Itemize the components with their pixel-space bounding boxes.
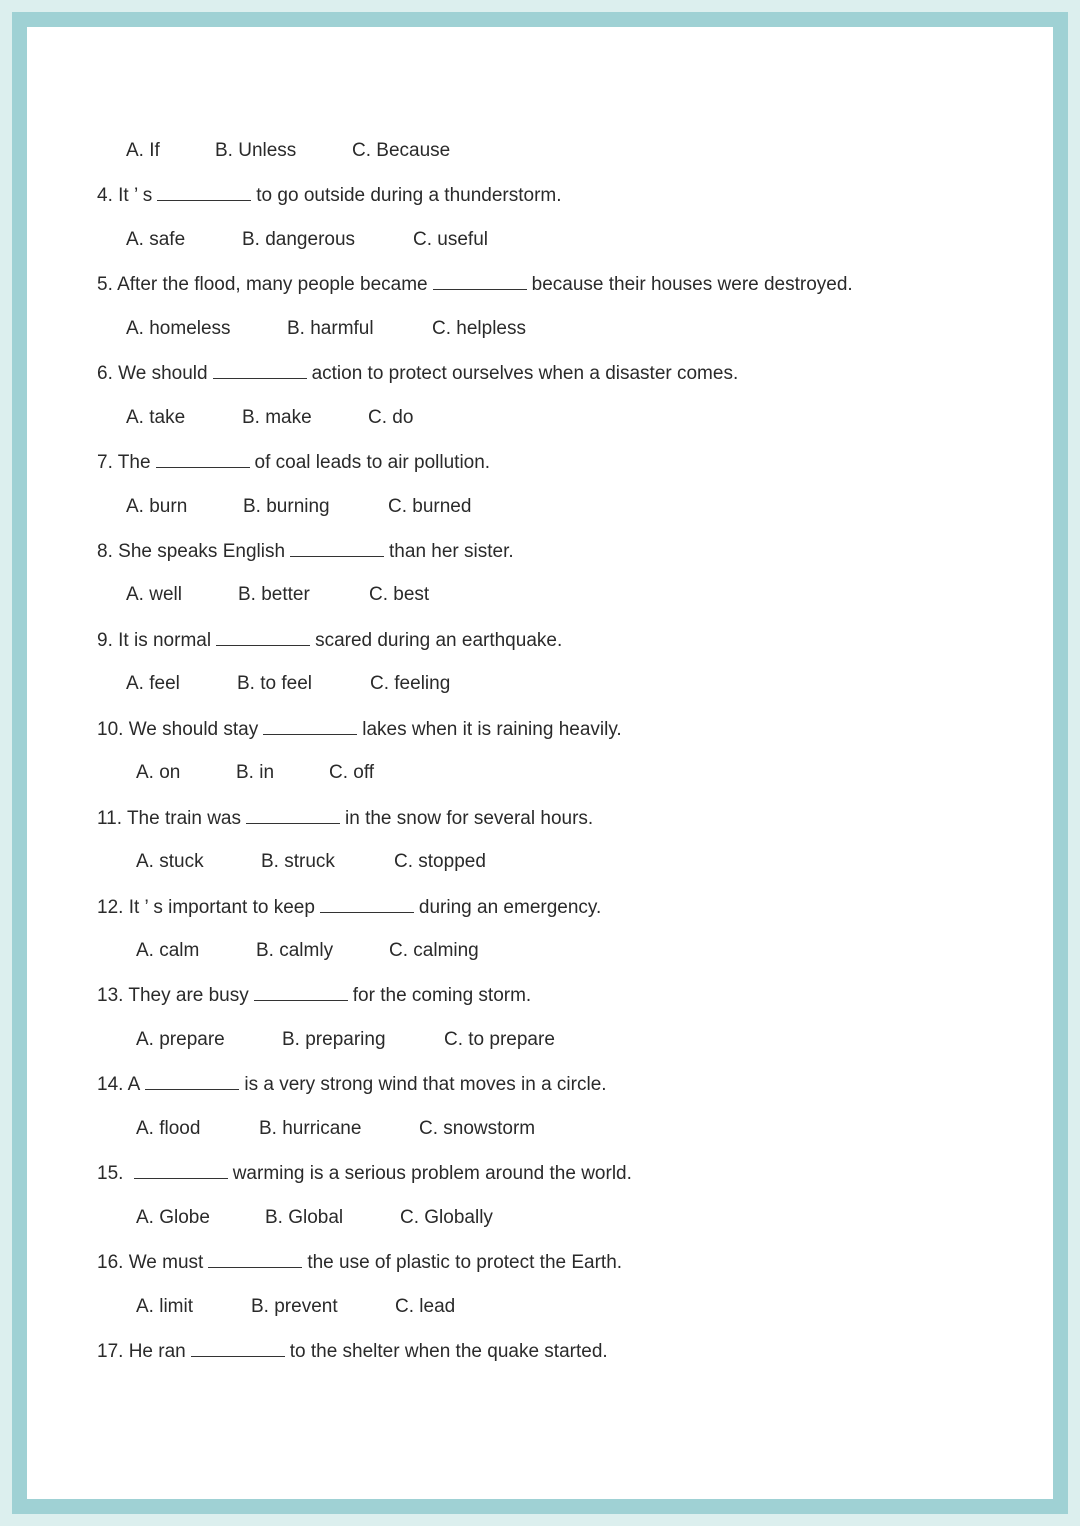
question-text-before: The train was	[126, 808, 241, 829]
answer-blank[interactable]	[290, 539, 384, 557]
question-text-after: to the shelter when the quake started.	[289, 1341, 608, 1362]
question-number: 15.	[97, 1163, 124, 1184]
option-a: A. well	[126, 584, 182, 605]
question-text-after: during an emergency.	[418, 897, 602, 918]
question-text-before: After the flood, many people became	[117, 274, 428, 295]
answer-blank[interactable]	[156, 450, 250, 468]
question-text-before: It ’ s	[118, 185, 153, 206]
option-b: B. struck	[261, 851, 335, 872]
option-c: C. off	[329, 762, 375, 783]
question-number: 7.	[97, 452, 113, 473]
question-text-before: We should	[118, 363, 208, 384]
question-9	[97, 628, 562, 653]
answer-blank[interactable]	[216, 628, 310, 646]
question-12	[97, 895, 601, 920]
answer-blank[interactable]	[254, 983, 348, 1001]
option-a: A. on	[136, 762, 181, 783]
question-text-after: is a very strong wind that moves in a circle.	[244, 1074, 607, 1095]
answer-blank[interactable]	[191, 1339, 285, 1357]
question-text-after: lakes when it is raining heavily.	[362, 719, 622, 740]
answer-blank[interactable]	[134, 1161, 228, 1179]
answer-blank[interactable]	[433, 272, 527, 290]
option-b: B. prevent	[251, 1296, 338, 1317]
option-a: A. Globe	[136, 1207, 210, 1228]
question-text-before: She speaks English	[118, 541, 286, 562]
question-13	[97, 983, 531, 1008]
question-number: 13.	[97, 985, 124, 1006]
option-c: C. Globally	[400, 1207, 493, 1228]
question-number: 16.	[97, 1252, 124, 1273]
option-c: C. best	[369, 584, 430, 605]
option-c: C. calming	[389, 940, 479, 961]
question-text-after: scared during an earthquake.	[315, 630, 563, 651]
question-number: 10.	[97, 719, 124, 740]
question-number: 4.	[97, 185, 113, 206]
answer-blank[interactable]	[246, 806, 340, 824]
question-text-after: warming is a serious problem around the world.	[232, 1163, 632, 1184]
question-text-after: for the coming storm.	[352, 985, 532, 1006]
question-15	[97, 1161, 632, 1186]
option-c: C. helpless	[432, 318, 526, 339]
option-a: A. feel	[126, 673, 180, 694]
option-b: B. Unless	[215, 140, 297, 161]
question-text-before: It ’ s important to keep	[128, 897, 315, 918]
question-number: 17.	[97, 1341, 124, 1362]
option-a: A. If	[126, 140, 160, 161]
option-a: A. prepare	[136, 1029, 225, 1050]
option-c: C. feeling	[370, 673, 451, 694]
option-a: A. burn	[126, 496, 188, 517]
question-7	[97, 450, 490, 475]
question-number: 6.	[97, 363, 113, 384]
question-text-before: We should stay	[128, 719, 259, 740]
option-c: C. stopped	[394, 851, 486, 872]
option-b: B. dangerous	[242, 229, 356, 250]
answer-blank[interactable]	[263, 717, 357, 735]
option-a: A. safe	[126, 229, 186, 250]
answer-blank[interactable]	[208, 1250, 302, 1268]
option-b: B. to feel	[237, 673, 312, 694]
answer-blank[interactable]	[145, 1072, 239, 1090]
option-a: A. stuck	[136, 851, 204, 872]
question-number: 9.	[97, 630, 113, 651]
question-4	[97, 183, 562, 208]
question-text-before: It is normal	[118, 630, 212, 651]
option-b: B. hurricane	[259, 1118, 362, 1139]
option-c: C. Because	[352, 140, 451, 161]
question-11	[97, 806, 593, 831]
question-text-before: He ran	[128, 1341, 186, 1362]
question-text-after: to go outside during a thunderstorm.	[256, 185, 562, 206]
question-text-after: action to protect ourselves when a disaster comes.	[311, 363, 739, 384]
question-6	[97, 361, 738, 386]
question-10	[97, 717, 622, 742]
question-number: 12.	[97, 897, 124, 918]
option-a: A. homeless	[126, 318, 231, 339]
question-text-after: the use of plastic to protect the Earth.	[307, 1252, 623, 1273]
option-c: C. snowstorm	[419, 1118, 536, 1139]
question-16	[97, 1250, 622, 1275]
option-b: B. make	[242, 407, 312, 428]
question-17	[97, 1339, 608, 1364]
question-5	[97, 272, 853, 297]
option-c: C. useful	[413, 229, 488, 250]
answer-blank[interactable]	[320, 895, 414, 913]
option-a: A. flood	[136, 1118, 201, 1139]
option-b: B. calmly	[256, 940, 334, 961]
question-text-before: A	[127, 1074, 141, 1095]
question-14	[97, 1072, 607, 1097]
option-b: B. burning	[243, 496, 330, 517]
question-text-after: in the snow for several hours.	[345, 808, 594, 829]
option-b: B. Global	[265, 1207, 344, 1228]
question-number: 14.	[97, 1074, 124, 1095]
option-a: A. take	[126, 407, 186, 428]
question-number: 8.	[97, 541, 113, 562]
question-text-after: because their houses were destroyed.	[531, 274, 853, 295]
option-a: A. calm	[136, 940, 200, 961]
option-b: B. better	[238, 584, 310, 605]
answer-blank[interactable]	[213, 361, 307, 379]
question-number: 11.	[97, 808, 123, 829]
option-b: B. harmful	[287, 318, 374, 339]
question-text-after: of coal leads to air pollution.	[254, 452, 491, 473]
option-c: C. lead	[395, 1296, 456, 1317]
option-b: B. in	[236, 762, 275, 783]
option-a: A. limit	[136, 1296, 193, 1317]
option-c: C. do	[368, 407, 414, 428]
option-c: C. burned	[388, 496, 472, 517]
question-text-after: than her sister.	[389, 541, 514, 562]
question-8	[97, 539, 514, 564]
question-text-before: The	[117, 452, 151, 473]
question-text-before: We must	[128, 1252, 204, 1273]
question-number: 5.	[97, 274, 113, 295]
option-b: B. preparing	[282, 1029, 386, 1050]
question-text-before: They are busy	[128, 985, 249, 1006]
option-c: C. to prepare	[444, 1029, 555, 1050]
answer-blank[interactable]	[157, 183, 251, 201]
